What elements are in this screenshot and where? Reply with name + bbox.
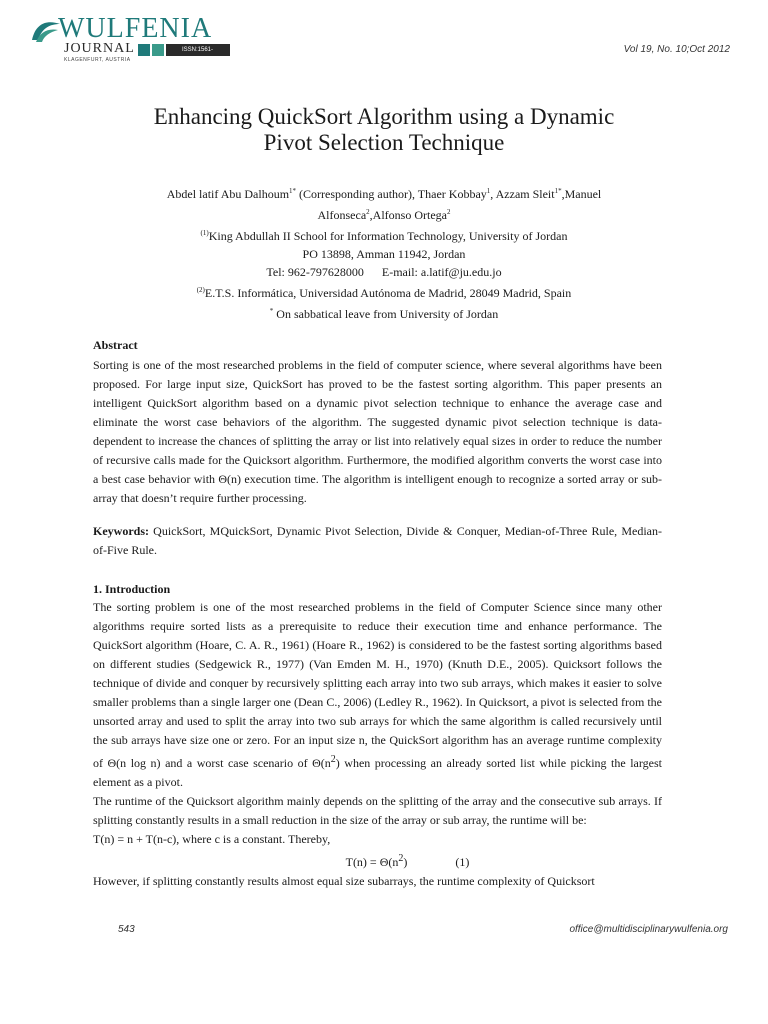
affiliation-2: $^{(2)}$E.T.S. Informática, Universidad Autónoma de Madrid, 28049 Madrid, Spain xyxy=(196,286,572,300)
author-block xyxy=(84,182,684,323)
paper-title xyxy=(84,104,684,156)
title-line: Pivot Selection Technique xyxy=(263,130,505,155)
paragraph: However, if splitting constantly results almost equal size subarrays, the runtime complexity of Quicksort xyxy=(93,874,595,888)
author-line: Alfonseca$^2$,Alfonso Ortega$^2$ xyxy=(317,208,451,222)
introduction-body xyxy=(93,598,662,891)
logo-color-bars xyxy=(138,44,178,56)
abstract-text: Sorting is one of the most researched problems in the field of computer science, where several algorithms have been proposed. For large input size, QuickSort has proved to be the fastest sorting algorithm. This paper presents an intelligent QuickSort algorithm based on a dynamic pivot selection technique to enhance the average case and eliminate the worst case behaviors of the algorithm. The suggested dynamic pivot selection technique is data-dependent to increase the chances of splitting the array or list into relatively equal sizes in order to reduce the number of recursive calls made for the Quicksort algorithm. Furthermore, the modified algorithm converts the worst case into a best case behavior with Θ(n) execution time. The algorithm is intelligent enough to recognize a sorted array or sub-array that doesn’t require further processing. xyxy=(93,358,662,505)
paragraph: The sorting problem is one of the most researched problems in the field of Computer Science since many other algorithms require sorted lists as a prerequisite to reduce their execution time and enhance performance. The QuickSort algorithm (Hoare, C. A. R., 1961) (Hoare R., 1962) is considered to be the fastest sorting algorithms based on different studies (Sedgewick R., 1977) (Van Emden M. H., 1970) (Knuth D.E., 2005). Quicksort follows the technique of divide and conquer by recursively splitting each array into two sub arrays, which makes it easier to solve smaller problems than a single larger one (Dean C., 2006) (Ledley R., 1962). In Quicksort, a pivot is selected from the unsorted array and used to split the array into two sub arrays for which the same algorithm is called recursively until the sub arrays have size one or zero. For an input size n, the QuickSort algorithm has an average runtime complexity of Θ(n log n) and a worst case scenario of $\Theta(n^2)$ when processing an already sorted list while picking the largest element as a pivot. xyxy=(93,600,662,789)
journal-logo xyxy=(30,14,230,70)
journal-header xyxy=(0,0,768,80)
abstract-heading: Abstract xyxy=(93,338,138,352)
logo-location-text: KLAGENFURT, AUSTRIA xyxy=(64,57,131,63)
keywords-list: QuickSort, MQuickSort, Dynamic Pivot Selection, Divide & Conquer, Median-of-Three Rule, Median-of-Five Rule. xyxy=(93,524,662,557)
contact-line xyxy=(84,263,684,281)
email-address[interactable]: E-mail: a.latif@ju.edu.jo xyxy=(381,265,502,279)
volume-info: Vol 19, No. 10;Oct 2012 xyxy=(623,44,730,55)
telephone: Tel: 962-797628000 xyxy=(266,265,364,279)
paragraph: The runtime of the Quicksort algorithm mainly depends on the splitting of the array and the consecutive sub arrays. If splitting constantly results in a small reduction in the size of the array or sub array, the runtime will be: xyxy=(93,794,662,827)
section-heading-introduction: 1. Introduction xyxy=(93,582,171,596)
footer-email[interactable]: office@multidisciplinarywulfenia.org xyxy=(569,924,728,935)
logo-journal-text: JOURNAL xyxy=(64,41,135,56)
logo-issn: ISSN:1561-882X xyxy=(178,44,230,56)
logo-wordmark: WULFENIA xyxy=(58,13,213,44)
paragraph: T(n) = n + T(n-c), where c is a constant. Thereby, xyxy=(93,832,331,846)
author-line: Abdel latif Abu Dalhoum$^{1*}$ (Corresponding author), Thaer Kobbay$^1$, Azzam Sleit$^{1*}$,Manuel xyxy=(166,187,602,201)
title-line: Enhancing QuickSort Algorithm using a Dynamic xyxy=(153,104,615,129)
sabbatical-note: * On sabbatical leave from University of Jordan xyxy=(269,307,499,321)
equation-1: $T(n) = \Theta(n^2)$ (1) xyxy=(93,849,662,872)
affiliation-1: $^{(1)}$King Abdullah II School for Information Technology, University of Jordan xyxy=(200,229,568,243)
page-number: 543 xyxy=(118,924,135,935)
equation-number: (1) xyxy=(455,855,470,869)
keywords xyxy=(93,522,662,560)
keywords-label: Keywords: xyxy=(93,524,149,538)
affiliation-1-address: PO 13898, Amman 11942, Jordan xyxy=(302,247,466,261)
